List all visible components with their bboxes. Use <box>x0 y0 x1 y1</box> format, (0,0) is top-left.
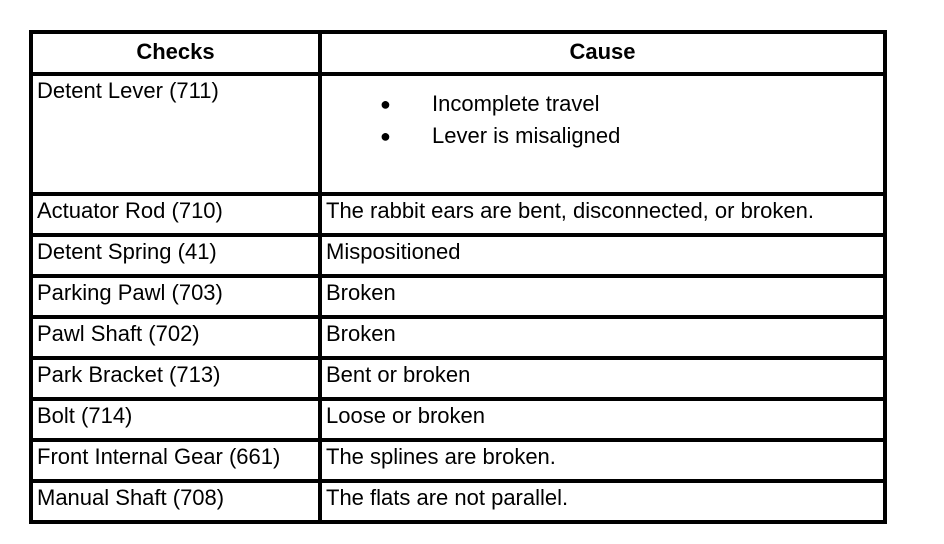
cause-cell: Loose or broken <box>326 403 485 428</box>
checks-cause-table <box>29 30 887 524</box>
list-item <box>380 120 883 152</box>
table-row <box>33 76 883 196</box>
check-cell: Detent Lever (711) <box>33 76 322 192</box>
header-cause: Cause <box>569 39 636 64</box>
table-header-row <box>33 34 883 76</box>
cause-cell: Mispositioned <box>326 239 461 264</box>
table-row <box>33 442 883 483</box>
table-row <box>33 483 883 520</box>
table-row <box>33 360 883 401</box>
cause-cell <box>322 76 883 192</box>
cause-cell: Broken <box>326 321 396 346</box>
table-row <box>33 319 883 360</box>
cause-cell: Broken <box>326 280 396 305</box>
check-cell: Parking Pawl (703) <box>33 278 322 315</box>
cause-text: Incomplete travel <box>432 91 600 116</box>
check-cell: Detent Spring (41) <box>33 237 322 274</box>
cause-cell: The flats are not parallel. <box>326 485 569 510</box>
table-row <box>33 401 883 442</box>
check-cell: Manual Shaft (708) <box>33 483 322 520</box>
check-cell: Park Bracket (713) <box>33 360 322 397</box>
cause-cell: The rabbit ears are bent, disconnected, or broken. <box>326 198 814 223</box>
header-checks: Checks <box>33 34 322 72</box>
table-row <box>33 237 883 278</box>
check-cell: Actuator Rod (710) <box>33 196 322 233</box>
cause-bullet-list <box>326 78 883 152</box>
check-cell: Bolt (714) <box>33 401 322 438</box>
bullet-icon: ● <box>380 126 391 146</box>
cause-text: Lever is misaligned <box>432 123 621 148</box>
cause-cell: Bent or broken <box>326 362 471 387</box>
table-row <box>33 196 883 237</box>
table-row <box>33 278 883 319</box>
bullet-icon: ● <box>380 94 391 114</box>
check-cell: Front Internal Gear (661) <box>33 442 322 479</box>
cause-cell: The splines are broken. <box>326 444 556 469</box>
list-item <box>380 88 883 120</box>
check-cell: Pawl Shaft (702) <box>33 319 322 356</box>
